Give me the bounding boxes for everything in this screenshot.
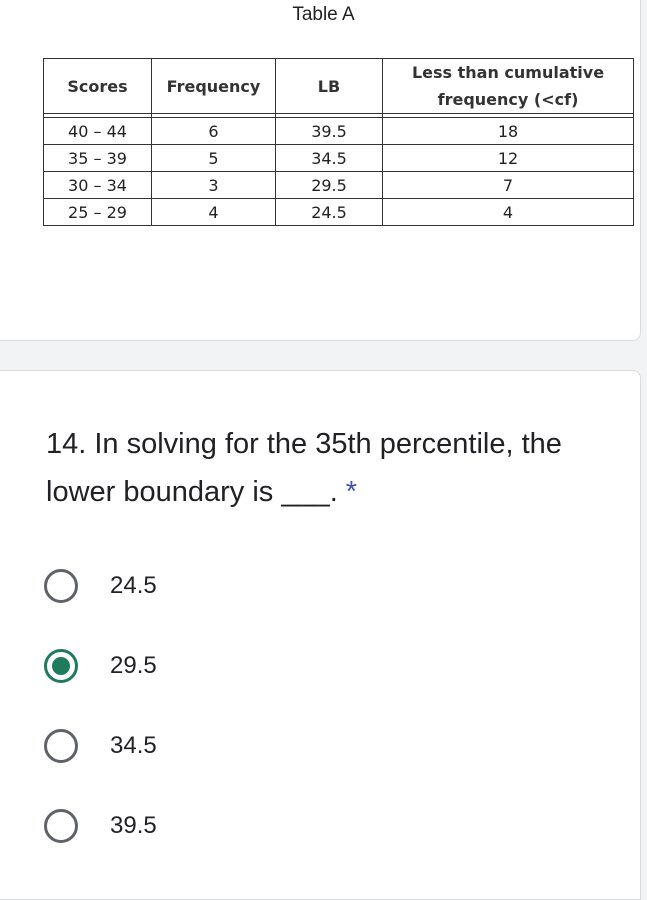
header-cumulative-frequency: Less than cumulative frequency (<cf) bbox=[383, 59, 634, 114]
cell-score: 30 – 34 bbox=[44, 172, 152, 199]
cell-cf: 12 bbox=[383, 145, 634, 172]
cell-lb: 39.5 bbox=[276, 118, 383, 145]
cell-cf: 18 bbox=[383, 118, 634, 145]
radio-button[interactable] bbox=[44, 569, 78, 603]
question-text: 14. In solving for the 35th percentile, the lower boundary is ___. bbox=[46, 428, 562, 508]
radio-button-selected[interactable] bbox=[44, 649, 78, 683]
table-title: Table A bbox=[292, 4, 355, 25]
table-row bbox=[44, 199, 634, 226]
header-frequency: Frequency bbox=[152, 59, 276, 114]
option-label: 29.5 bbox=[110, 652, 157, 679]
option-24-5[interactable] bbox=[44, 565, 157, 607]
table-header-row bbox=[44, 59, 634, 114]
cell-lb: 24.5 bbox=[276, 199, 383, 226]
radio-button[interactable] bbox=[44, 809, 78, 843]
option-39-5[interactable] bbox=[44, 805, 157, 847]
cell-cf: 7 bbox=[383, 172, 634, 199]
question-title bbox=[46, 420, 606, 516]
cell-score: 35 – 39 bbox=[44, 145, 152, 172]
option-label: 24.5 bbox=[110, 572, 157, 599]
cell-frequency: 6 bbox=[152, 118, 276, 145]
cell-lb: 29.5 bbox=[276, 172, 383, 199]
option-29-5[interactable] bbox=[44, 645, 157, 687]
radio-button[interactable] bbox=[44, 729, 78, 763]
table-row bbox=[44, 172, 634, 199]
cell-frequency: 5 bbox=[152, 145, 276, 172]
radio-dot bbox=[52, 657, 70, 675]
cell-cf: 4 bbox=[383, 199, 634, 226]
option-34-5[interactable] bbox=[44, 725, 157, 767]
header-lb: LB bbox=[276, 59, 383, 114]
header-scores: Scores bbox=[44, 59, 152, 114]
cell-frequency: 4 bbox=[152, 199, 276, 226]
cell-score: 40 – 44 bbox=[44, 118, 152, 145]
required-asterisk: * bbox=[345, 476, 358, 508]
cell-lb: 34.5 bbox=[276, 145, 383, 172]
table-row bbox=[44, 118, 634, 145]
option-label: 34.5 bbox=[110, 732, 157, 759]
cell-score: 25 – 29 bbox=[44, 199, 152, 226]
cell-frequency: 3 bbox=[152, 172, 276, 199]
table-row bbox=[44, 145, 634, 172]
option-label: 39.5 bbox=[110, 812, 157, 839]
frequency-table bbox=[43, 58, 634, 226]
